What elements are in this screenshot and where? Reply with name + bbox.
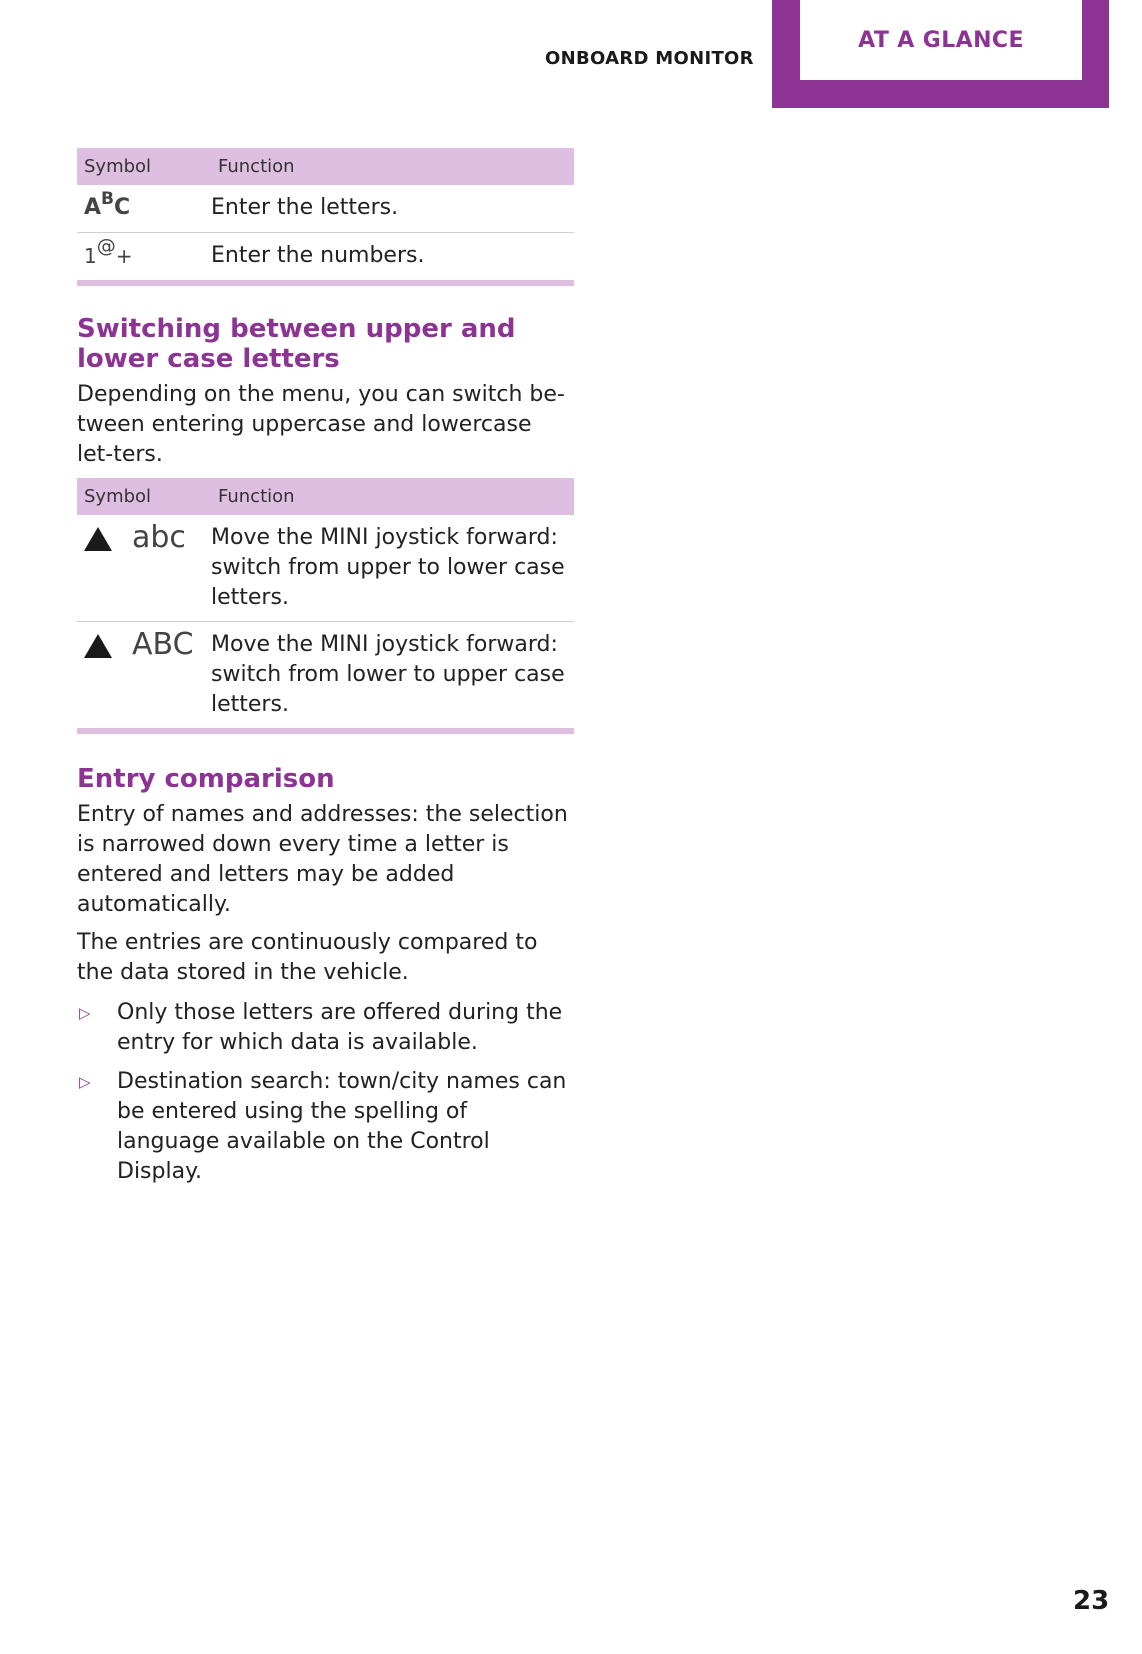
function-text: Enter the numbers. bbox=[211, 243, 425, 268]
joystick-symbol bbox=[84, 520, 211, 555]
table-row bbox=[77, 515, 574, 622]
section-heading-entry-comparison: Entry comparison bbox=[77, 764, 335, 794]
table-header-symbol: Symbol bbox=[77, 478, 211, 515]
running-header-section: ONBOARD MONITOR bbox=[545, 48, 754, 69]
table-header-symbol: Symbol bbox=[77, 148, 211, 185]
table-header-row bbox=[77, 148, 574, 185]
function-text: Enter the letters. bbox=[211, 185, 574, 233]
page-number: 23 bbox=[1073, 1586, 1110, 1616]
triangle-right-bullet-icon: ▷ bbox=[79, 1004, 91, 1022]
content-column bbox=[77, 148, 574, 1196]
joystick-symbol bbox=[84, 627, 211, 662]
symbol-label-ABC: ABC bbox=[132, 627, 194, 662]
chapter-tab-label-box bbox=[800, 0, 1082, 80]
triangle-up-icon bbox=[84, 634, 112, 658]
list-item: ▷ Destination search: town/city names can be entered using the spelling of language available on the Control Display. bbox=[79, 1069, 567, 1184]
symbol-table-input-modes bbox=[77, 148, 574, 286]
function-text: Move the MINI joystick forward: switch from upper to lower case letters. bbox=[211, 515, 574, 622]
list-item: ▷ Only those letters are offered during the entry for which data is available. bbox=[79, 1000, 563, 1055]
chapter-tab-label: AT A GLANCE bbox=[858, 27, 1024, 53]
bullet-list bbox=[77, 998, 574, 1187]
paragraph: Entry of names and addresses: the selection is narrowed down every time a letter is entered and letters may be added automatically. bbox=[77, 802, 568, 917]
table-row bbox=[77, 622, 574, 732]
table-row bbox=[77, 233, 574, 284]
section-body-case-switching: Depending on the menu, you can switch be-tween entering uppercase and lowercase let-ters. bbox=[77, 382, 565, 467]
table-header-function: Function bbox=[211, 478, 574, 515]
table-row bbox=[77, 185, 574, 233]
symbol-label-abc: abc bbox=[132, 520, 186, 555]
triangle-right-bullet-icon: ▷ bbox=[79, 1073, 91, 1091]
function-text: Move the MINI joystick forward: switch from lower to upper case letters. bbox=[211, 632, 565, 717]
table-header-row bbox=[77, 478, 574, 515]
section-heading-case-switching: Switching between upper and lower case letters bbox=[77, 314, 516, 374]
chapter-tab bbox=[772, 0, 1109, 108]
letters-abc-icon: $A^BC$ bbox=[84, 189, 131, 220]
paragraph: The entries are continuously compared to the data stored in the vehicle. bbox=[77, 930, 538, 985]
numbers-icon: 1@+ bbox=[84, 235, 133, 268]
table-header-function: Function bbox=[211, 148, 574, 185]
triangle-up-icon bbox=[84, 527, 112, 551]
symbol-table-case-switching bbox=[77, 478, 574, 734]
